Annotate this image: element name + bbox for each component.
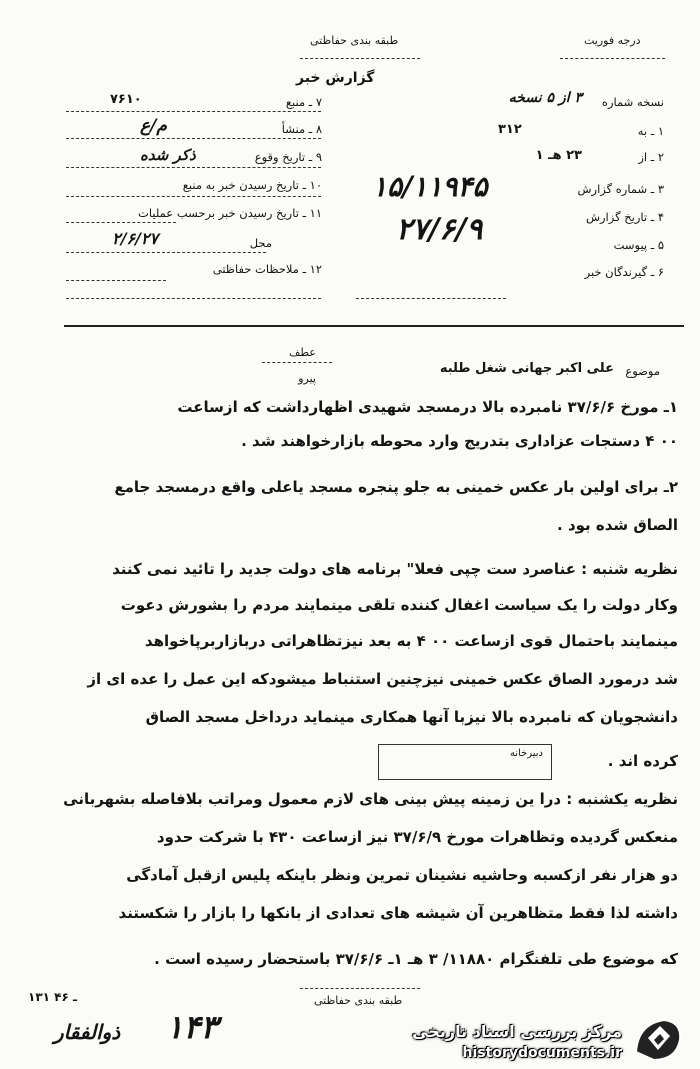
field-11: ۱۱ ـ تاریخ رسیدن خبر برحسب عملیات [138, 206, 322, 220]
field-4: ۴ ـ تاریخ گزارش [585, 210, 664, 224]
field-8: ۸ ـ منشأ [281, 122, 322, 136]
body-line: وکار دولت را یک سیاست اغفال کننده تلقی مینمایند مردم را بشورش دعوت [120, 596, 678, 614]
body-line: منعکس گردیده وتظاهرات مورخ ۳۷/۶/۹ نیز ازساعت ۴۳۰ با شرکت حدود [156, 828, 678, 846]
field-3: ۳ ـ شماره گزارش [577, 182, 664, 196]
body-line: الصاق شده بود . [557, 516, 678, 534]
field-7-value: ۷۶۱۰ [110, 92, 142, 107]
header-divider [560, 58, 665, 59]
field-location-value: ۲/۶/۲۷ [112, 229, 159, 248]
field-2-value: ۲۳ هـ ۱ [535, 148, 582, 163]
watermark-title: مرکز بررسی اسناد تاریخی [412, 1022, 622, 1041]
field-7: ۷ ـ منبع [285, 95, 322, 109]
report-title: گزارش خبر [296, 70, 375, 86]
body-line: ۰۰ ۴ دستجات عزاداری بتدریج وارد محوطه بازارخواهند شد . [241, 432, 678, 450]
file-code: ۱۳۱ ـ ۴۶ [28, 990, 78, 1004]
watermark-site: historydocuments.ir [462, 1045, 622, 1061]
registry-stamp: دبیرخانه [378, 744, 552, 780]
body-line: ۲ـ برای اولین بار عکس خمینی به جلو پنجره مسجد یاعلی واقع درمسجد جامع [114, 478, 678, 496]
archive-logo-icon [630, 1012, 686, 1066]
header-separator [64, 325, 684, 327]
body-line: که موضوع طی تلفنگرام ۱۱۸۸۰/ ۳ هـ ۱ـ ۳۷/۶/۶ باستحضار رسیده است . [154, 950, 678, 968]
field-9: ۹ ـ تاریخ وقوع [254, 150, 322, 164]
body-line: دانشجویان که نامبرده بالا نیزبا آنها همکاری مینماید درداخل مسجد الصاق [145, 708, 678, 726]
field-9-value: ذکر شده [140, 146, 196, 164]
signature: ذوالفقار [54, 1020, 121, 1044]
field-1-value: ۳۱۲ [498, 122, 522, 137]
field-3-value: ۱۵/۱۱۹۴۵ [372, 170, 488, 203]
field-2: ۲ ـ از [638, 150, 664, 164]
field-5: ۵ ـ پیوست [613, 238, 664, 252]
body-line: کرده اند . [607, 752, 678, 770]
body-line: نظریه شنبه : عناصرد ست چپی فعلا" برنامه های دولت جدید را تائید نمی کنند [112, 560, 678, 578]
body-line: نظریه یکشنبه : درا ین زمینه پیش بینی های لازم معمول ومراتب بلافاصله بشهربانی [63, 790, 678, 808]
field-copy-number: نسخه شماره [601, 95, 664, 109]
handwritten-number: ۱۴۳ [166, 1008, 218, 1046]
field-12: ۱۲ ـ ملاحظات حفاظتی [212, 262, 322, 276]
peyro-label: پیرو [298, 372, 316, 385]
body-line: داشته لذا فقط متظاهرین آن شیشه های تعدادی از بانکها را بازار را شکستند [118, 904, 678, 922]
body-line: شد درمورد الصاق عکس خمینی نیزچنین استنباط میشودکه این عمل را عده ای از [87, 670, 678, 688]
header-divider [300, 58, 420, 59]
field-8-value: م/ع [140, 116, 167, 136]
field-4-value: ۲۷/۶/۹ [396, 212, 483, 247]
subject-value: علی اکبر جهانی شغل طلبه [439, 361, 614, 376]
subject-label: موضوع [625, 364, 660, 378]
classification-top: طبقه بندی حفاظتی [310, 34, 399, 47]
body-line: ۱ـ مورخ ۳۷/۶/۶ نامبرده بالا درمسجد شهیدی اظهارداشت که ازساعت [177, 398, 678, 416]
field-1: ۱ ـ به [637, 124, 664, 138]
field-6: ۶ ـ گیرندگان خبر [584, 265, 664, 279]
classification-bottom: طبقه بندی حفاظتی [314, 994, 403, 1007]
priority-label: درجه فوریت [584, 34, 641, 47]
field-10: ۱۰ ـ تاریخ رسیدن خبر به منبع [182, 178, 322, 192]
body-line: مینمایند باحتمال قوی ازساعت ۰۰ ۴ به بعد نیزتظاهراتی دربازاربرپاخواهد [144, 632, 678, 650]
field-copy-number-value: ۳ از ۵ نسخه [508, 90, 582, 106]
atf-label: عطف [289, 346, 316, 359]
body-line: دو هزار نفر ازکسبه وحاشیه نشینان تمرین ونظر باینکه پلیس ازقبل آمادگی [126, 866, 678, 884]
field-location: محل [249, 236, 272, 250]
